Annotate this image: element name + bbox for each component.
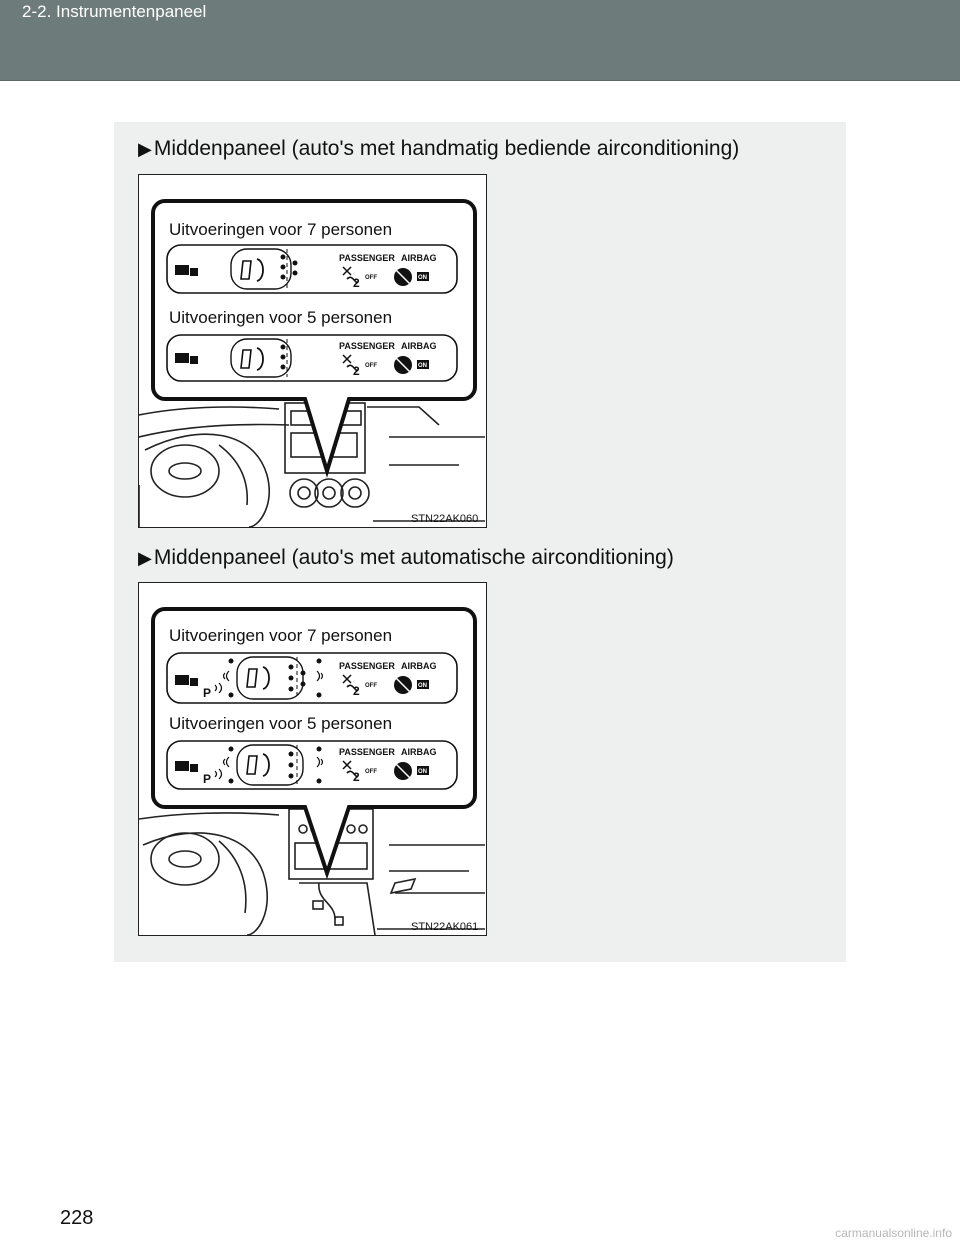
page-header [0,0,960,81]
svg-text:OFF: OFF [365,683,377,689]
figure-1-illustration [138,174,487,528]
indicator-panel-row-bottom [167,741,457,789]
figure-2-caption-line [138,546,674,570]
svg-text:OFF: OFF [365,363,377,369]
svg-text:ON: ON [418,769,427,775]
svg-text:ON: ON [418,683,427,689]
indicator-panel-row-top [167,653,457,703]
arrow-right-icon: ▶ [138,139,152,159]
indicator-panel-row-bottom [167,335,457,381]
svg-text:2: 2 [353,684,360,698]
watermark: carmanualsonline.info [835,1226,952,1240]
svg-text:ON: ON [418,363,427,369]
svg-text:2: 2 [353,364,360,378]
svg-text:ON: ON [418,275,427,281]
passenger-label: PASSENGER [339,253,395,263]
figure-2-row-top-label: Uitvoeringen voor 7 personen [169,626,393,645]
svg-text:PASSENGER: PASSENGER [339,341,395,351]
figure-2-caption: Middenpaneel (auto's met automatische airconditioning) [153,546,674,569]
figure-1-row-top-label: Uitvoeringen voor 7 personen [169,220,393,239]
svg-text:PASSENGER: PASSENGER [339,747,395,757]
svg-text:OFF: OFF [365,275,377,281]
figure-2-code: STN22AK061 [411,921,479,933]
svg-text:P: P [203,686,212,700]
svg-text:2: 2 [353,276,360,290]
svg-text:AIRBAG: AIRBAG [401,747,437,757]
figure-1-code: STN22AK060 [411,513,479,525]
svg-text:AIRBAG: AIRBAG [401,341,437,351]
indicator-panel-row-top [167,245,457,293]
svg-text:P: P [203,772,212,786]
arrow-right-icon: ▶ [138,548,152,568]
svg-text:AIRBAG: AIRBAG [401,661,437,671]
svg-text:OFF: OFF [365,769,377,775]
figure-1-caption: Middenpaneel (auto's met handmatig bediende airconditioning) [153,137,740,160]
figure-2-illustration [138,582,487,936]
figure-2-row-bottom-label: Uitvoeringen voor 5 personen [169,714,393,733]
svg-text:PASSENGER: PASSENGER [339,661,395,671]
page-number: 228 [60,1207,94,1229]
airbag-label: AIRBAG [401,253,437,263]
figure-1-caption-line [138,137,739,161]
section-title: 2-2. Instrumentenpaneel [22,2,207,21]
svg-text:2: 2 [353,770,360,784]
figure-1-row-bottom-label: Uitvoeringen voor 5 personen [169,308,393,327]
